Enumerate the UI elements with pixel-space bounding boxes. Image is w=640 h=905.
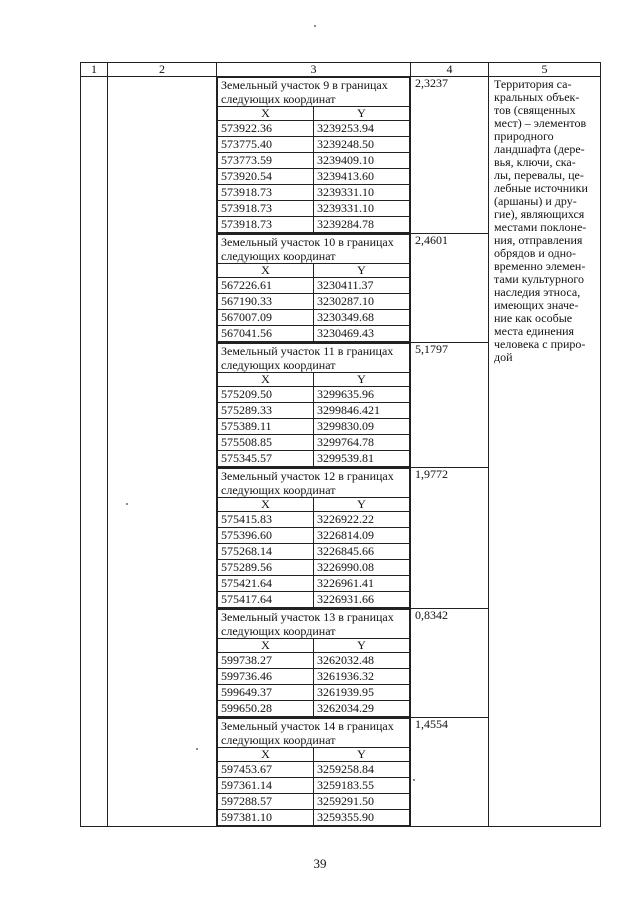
y-column-header: Y: [314, 639, 410, 653]
coordinate-row: [218, 403, 410, 419]
plot-area: 0,8342: [411, 609, 489, 718]
x-column-header: X: [218, 748, 314, 762]
col-2-empty: [108, 77, 217, 827]
x-coordinate: 573922.36: [218, 121, 314, 137]
axis-header-row: [218, 373, 410, 387]
coordinate-row: [218, 576, 410, 592]
axis-header-row: [218, 748, 410, 762]
y-coordinate: 3226961.41: [314, 576, 410, 592]
plot-cell: [217, 343, 411, 468]
plot-row: [81, 77, 601, 234]
description-line: лы, перевалы, це-: [494, 168, 584, 182]
y-coordinate: 3230411.37: [314, 278, 410, 294]
x-coordinate: 573918.73: [218, 201, 314, 217]
coordinates-table: [217, 77, 410, 233]
y-column-header: Y: [314, 107, 410, 121]
plot-cell: [217, 609, 411, 718]
coordinate-row: [218, 794, 410, 810]
coordinate-row: [218, 701, 410, 717]
y-column-header: Y: [314, 264, 410, 278]
y-column-header: Y: [314, 498, 410, 512]
coordinate-row: [218, 169, 410, 185]
plot-area: 1,9772: [411, 468, 489, 609]
y-coordinate: 3226931.66: [314, 592, 410, 608]
x-column-header: X: [218, 373, 314, 387]
y-column-header: Y: [314, 748, 410, 762]
x-coordinate: 599650.28: [218, 701, 314, 717]
plot-title-row: [218, 610, 410, 639]
coordinate-row: [218, 762, 410, 778]
x-coordinate: 567007.09: [218, 310, 314, 326]
description-line: тами культурного: [494, 272, 584, 286]
y-coordinate: 3299830.09: [314, 419, 410, 435]
coordinate-row: [218, 592, 410, 608]
coordinates-table: [217, 234, 410, 342]
description-line: вья, ключи, ска-: [494, 155, 576, 169]
plot-cell: [217, 468, 411, 609]
plot-title-row: [218, 78, 410, 107]
axis-header-row: [218, 264, 410, 278]
description-line: лебные источники: [494, 181, 588, 195]
y-coordinate: 3226922.22: [314, 512, 410, 528]
coordinate-row: [218, 121, 410, 137]
description-line: обрядов и одно-: [494, 246, 576, 260]
description-line: имеющих значе-: [494, 298, 579, 312]
description-line: ния, отправления: [494, 233, 583, 247]
x-coordinate: 575417.64: [218, 592, 314, 608]
coordinates-table: [217, 718, 410, 826]
x-coordinate: 575508.85: [218, 435, 314, 451]
y-coordinate: 3226845.66: [314, 544, 410, 560]
y-coordinate: 3299846.421: [314, 403, 410, 419]
y-coordinate: 3261936.32: [314, 669, 410, 685]
description-line: мест) – элементов: [494, 116, 587, 130]
coordinate-row: [218, 387, 410, 403]
land-plots-table: [80, 62, 601, 827]
x-coordinate: 573775.40: [218, 137, 314, 153]
header-col-1: 1: [81, 63, 108, 77]
x-coordinate: 599738.27: [218, 653, 314, 669]
coordinate-row: [218, 201, 410, 217]
coordinate-row: [218, 137, 410, 153]
x-coordinate: 573920.54: [218, 169, 314, 185]
x-coordinate: 575396.60: [218, 528, 314, 544]
y-coordinate: 3230287.10: [314, 294, 410, 310]
y-coordinate: 3299635.96: [314, 387, 410, 403]
header-col-4: 4: [411, 63, 489, 77]
y-coordinate: 3259258.84: [314, 762, 410, 778]
plot-title: Земельный участок 9 в границах следующих координат: [218, 78, 410, 107]
y-coordinate: 3239284.78: [314, 217, 410, 233]
page-number: 39: [313, 856, 327, 871]
y-coordinate: 3239331.10: [314, 201, 410, 217]
x-coordinate: 573918.73: [218, 185, 314, 201]
description-line: Территория са-: [494, 77, 572, 91]
description-line: места единения: [494, 324, 575, 338]
y-coordinate: 3239409.10: [314, 153, 410, 169]
x-coordinate: 575389.11: [218, 419, 314, 435]
description-line: природного: [494, 129, 554, 143]
description-line: кральных объек-: [494, 90, 580, 104]
x-coordinate: 575421.64: [218, 576, 314, 592]
y-coordinate: 3239248.50: [314, 137, 410, 153]
y-coordinate: 3262032.48: [314, 653, 410, 669]
coordinate-row: [218, 778, 410, 794]
plot-title-row: [218, 719, 410, 748]
x-coordinate: 597361.14: [218, 778, 314, 794]
coordinate-row: [218, 685, 410, 701]
x-coordinate: 575415.83: [218, 512, 314, 528]
plot-cell: [217, 234, 411, 343]
plot-area: 2,4601: [411, 234, 489, 343]
y-coordinate: 3226814.09: [314, 528, 410, 544]
coordinate-row: [218, 153, 410, 169]
x-column-header: X: [218, 639, 314, 653]
x-coordinate: 567226.61: [218, 278, 314, 294]
coordinate-row: [218, 560, 410, 576]
coordinate-row: [218, 528, 410, 544]
coordinate-row: [218, 294, 410, 310]
header-row: [81, 63, 601, 77]
plot-title: Земельный участок 14 в границах следующих координат: [218, 719, 410, 748]
x-coordinate: 567041.56: [218, 326, 314, 342]
y-coordinate: 3299539.81: [314, 451, 410, 467]
x-coordinate: 575289.33: [218, 403, 314, 419]
axis-header-row: [218, 639, 410, 653]
x-coordinate: 597381.10: [218, 810, 314, 826]
coordinates-table: [217, 343, 410, 467]
y-coordinate: 3262034.29: [314, 701, 410, 717]
col-1-empty: [81, 77, 108, 827]
coordinate-row: [218, 326, 410, 342]
x-coordinate: 575209.50: [218, 387, 314, 403]
x-coordinate: 599649.37: [218, 685, 314, 701]
y-coordinate: 3230349.68: [314, 310, 410, 326]
plot-cell: [217, 718, 411, 827]
description-line: местами поклоне-: [494, 220, 587, 234]
y-coordinate: 3259291.50: [314, 794, 410, 810]
plot-title: Земельный участок 10 в границах следующих координат: [218, 235, 410, 264]
header-col-2: 2: [108, 63, 217, 77]
y-coordinate: 3259183.55: [314, 778, 410, 794]
x-column-header: X: [218, 107, 314, 121]
plot-title-row: [218, 344, 410, 373]
description-line: гие), являющихся: [494, 207, 585, 221]
y-coordinate: 3239413.60: [314, 169, 410, 185]
description-line: (аршаны) и дру-: [494, 194, 577, 208]
coordinate-row: [218, 419, 410, 435]
y-coordinate: 3239253.94: [314, 121, 410, 137]
x-coordinate: 567190.33: [218, 294, 314, 310]
plot-title: Земельный участок 13 в границах следующих координат: [218, 610, 410, 639]
plot-title: Земельный участок 11 в границах следующих координат: [218, 344, 410, 373]
description-line: ландшафта (дере-: [494, 142, 585, 156]
coordinate-row: [218, 310, 410, 326]
coordinate-row: [218, 810, 410, 826]
coordinate-row: [218, 217, 410, 233]
plot-area: 2,3237: [411, 77, 489, 234]
coordinates-table: [217, 468, 410, 608]
x-coordinate: 597288.57: [218, 794, 314, 810]
header-col-5: 5: [489, 63, 601, 77]
description-line: тов (священных: [494, 103, 576, 117]
description-line: ние как особые: [494, 311, 573, 325]
description-line: временно элемен-: [494, 259, 586, 273]
coordinates-table: [217, 609, 410, 717]
plot-cell: [217, 77, 411, 234]
x-coordinate: 573918.73: [218, 217, 314, 233]
y-coordinate: 3226990.08: [314, 560, 410, 576]
coordinate-row: [218, 435, 410, 451]
x-coordinate: 599736.46: [218, 669, 314, 685]
coordinate-row: [218, 451, 410, 467]
plot-area: 5,1797: [411, 343, 489, 468]
coordinate-row: [218, 512, 410, 528]
coordinate-row: [218, 278, 410, 294]
x-column-header: X: [218, 264, 314, 278]
y-column-header: Y: [314, 373, 410, 387]
x-column-header: X: [218, 498, 314, 512]
y-coordinate: 3259355.90: [314, 810, 410, 826]
x-coordinate: 575268.14: [218, 544, 314, 560]
axis-header-row: [218, 498, 410, 512]
coordinate-row: [218, 653, 410, 669]
plot-title-row: [218, 469, 410, 498]
plot-title: Земельный участок 12 в границах следующих координат: [218, 469, 410, 498]
x-coordinate: 573773.59: [218, 153, 314, 169]
coordinate-row: [218, 185, 410, 201]
y-coordinate: 3299764.78: [314, 435, 410, 451]
axis-header-row: [218, 107, 410, 121]
description-line: человека с приро-: [494, 337, 586, 351]
coordinate-row: [218, 669, 410, 685]
header-col-3: 3: [217, 63, 411, 77]
territory-description: [489, 77, 601, 827]
x-coordinate: 575345.57: [218, 451, 314, 467]
description-line: дой: [494, 350, 513, 364]
x-coordinate: 575289.56: [218, 560, 314, 576]
y-coordinate: 3239331.10: [314, 185, 410, 201]
plot-area: 1,4554: [411, 718, 489, 827]
x-coordinate: 597453.67: [218, 762, 314, 778]
y-coordinate: 3261939.95: [314, 685, 410, 701]
y-coordinate: 3230469.43: [314, 326, 410, 342]
description-line: наследия этноса,: [494, 285, 581, 299]
coordinate-row: [218, 544, 410, 560]
plot-title-row: [218, 235, 410, 264]
